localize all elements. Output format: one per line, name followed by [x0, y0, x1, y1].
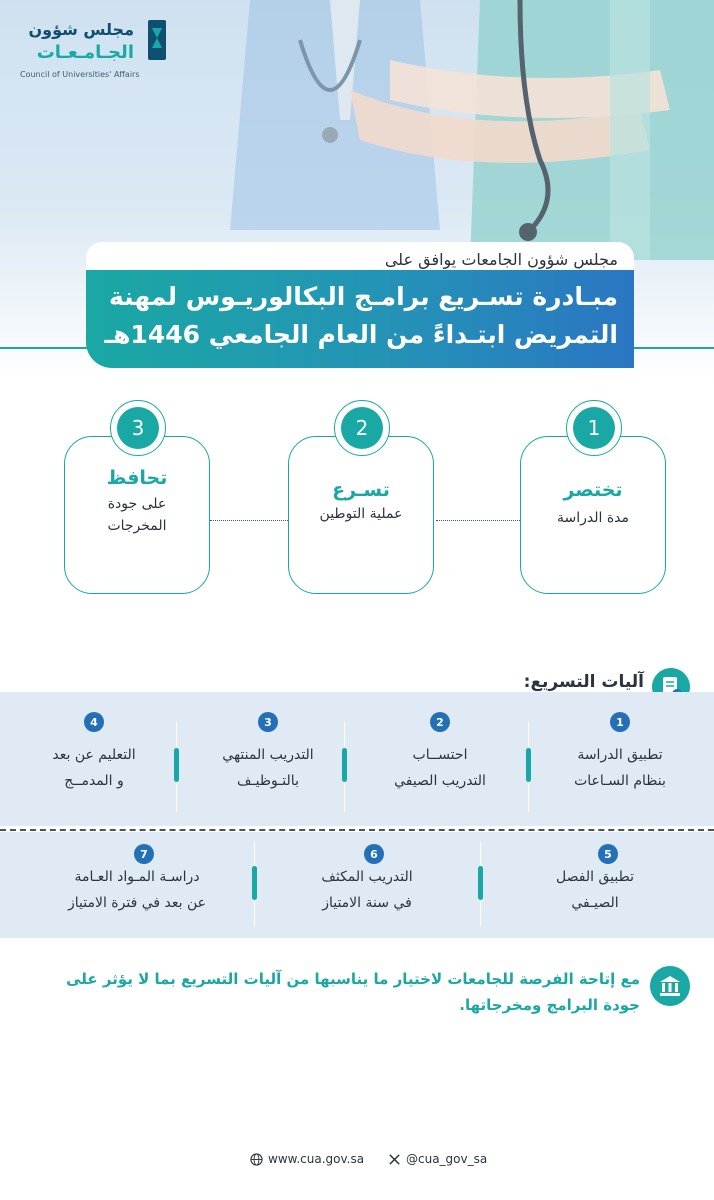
- institution-icon: [650, 966, 690, 1006]
- university-logo-icon: [144, 18, 170, 62]
- banner-title-line1: مبـادرة تسـريع برامـج البكالوريـوس لمهنة: [108, 282, 618, 311]
- step-desc: على جودة: [107, 496, 167, 512]
- mechanism-line1: التعليم عن بعد: [52, 747, 136, 763]
- mechanism-number: 6: [364, 844, 384, 864]
- website-text: www.cua.gov.sa: [268, 1152, 365, 1166]
- mechanism-line1: التدريب المكثف: [321, 869, 413, 885]
- mechanism-number: 1: [610, 712, 630, 732]
- globe-icon: [250, 1153, 263, 1166]
- mechanism-line2: بالتـوظيـف: [237, 773, 299, 789]
- logo-name-english: Council of Universities' Affairs: [20, 70, 140, 79]
- website-link[interactable]: [250, 1152, 364, 1166]
- step-title: تحافظ: [106, 467, 168, 489]
- mechanisms-heading: آليات التسريع:: [523, 672, 644, 692]
- mechanism-line2: بنظام السـاعات: [574, 773, 666, 789]
- mechanism-line2: و المدمــج: [64, 773, 124, 789]
- step-badge-3: [110, 400, 166, 456]
- separator-marker: [478, 866, 483, 900]
- council-logo: [18, 14, 188, 84]
- step-title: تسـرع: [332, 479, 390, 501]
- mechanism-line1: دراسـة المـواد العـامة: [74, 869, 200, 885]
- step-number: 3: [117, 407, 159, 449]
- mechanism-line1: التدريب المنتهي: [222, 747, 314, 763]
- step-number: 2: [341, 407, 383, 449]
- mechanism-line1: تطبيق الفصل: [556, 869, 634, 885]
- step-number: 1: [573, 407, 615, 449]
- mechanism-number: 3: [258, 712, 278, 732]
- logo-name-line1: مجلس شؤون: [28, 20, 134, 39]
- step-badge-2: [334, 400, 390, 456]
- step-connector: [210, 520, 288, 521]
- mechanism-line2: في سنة الامتياز: [322, 895, 412, 911]
- mechanism-line2: عن بعد في فترة الامتياز: [68, 895, 206, 911]
- step-card-3: [64, 436, 210, 594]
- step-connector: [436, 520, 520, 521]
- mechanism-line2: التدريب الصيفي: [394, 773, 486, 789]
- separator-marker: [526, 748, 531, 782]
- separator-marker: [252, 866, 257, 900]
- separator-marker: [174, 748, 179, 782]
- social-text: @cua_gov_sa: [406, 1152, 488, 1166]
- step-desc-line2: المخرجات: [107, 518, 167, 534]
- mechanism-number: 7: [134, 844, 154, 864]
- mechanism-number: 5: [598, 844, 618, 864]
- mechanism-item-1: [545, 742, 695, 794]
- logo-name-line2: الجـامـعـات: [36, 42, 134, 63]
- step-desc: عملية التوطين: [319, 506, 403, 522]
- step-card-2: [288, 436, 434, 594]
- step-badge-1: [566, 400, 622, 456]
- mechanism-item-6: [292, 864, 442, 916]
- step-desc: مدة الدراسة: [556, 510, 630, 526]
- banner-subtitle: مجلس شؤون الجامعات يوافق على: [384, 250, 618, 269]
- mechanism-number: 2: [430, 712, 450, 732]
- x-icon: [388, 1153, 401, 1166]
- mechanism-item-5: [520, 864, 670, 916]
- mechanism-line1: تطبيق الدراسة: [577, 747, 663, 763]
- mechanism-line2: الصيـفي: [571, 895, 619, 911]
- step-title: تختصر: [563, 479, 623, 501]
- mechanisms-divider: [0, 829, 714, 831]
- mechanism-item-7: [42, 864, 232, 916]
- mechanism-item-3: [193, 742, 343, 794]
- banner-title-line2: التمريض ابتـداءً من العام الجامعي 1446هـ: [104, 320, 618, 349]
- social-link[interactable]: [388, 1152, 487, 1166]
- mechanism-item-2: [365, 742, 515, 794]
- mechanism-item-4: [19, 742, 169, 794]
- footer: [0, 1146, 714, 1176]
- step-card-1: [520, 436, 666, 594]
- mechanism-number: 4: [84, 712, 104, 732]
- mechanism-line1: احتســاب: [412, 747, 468, 763]
- note-text: مع إتاحة الفرصة للجامعات لاختيار ما يناسبها من آليات التسريع بما لا يؤثر على جودة البرامج ومخرجاتها.: [66, 970, 640, 1014]
